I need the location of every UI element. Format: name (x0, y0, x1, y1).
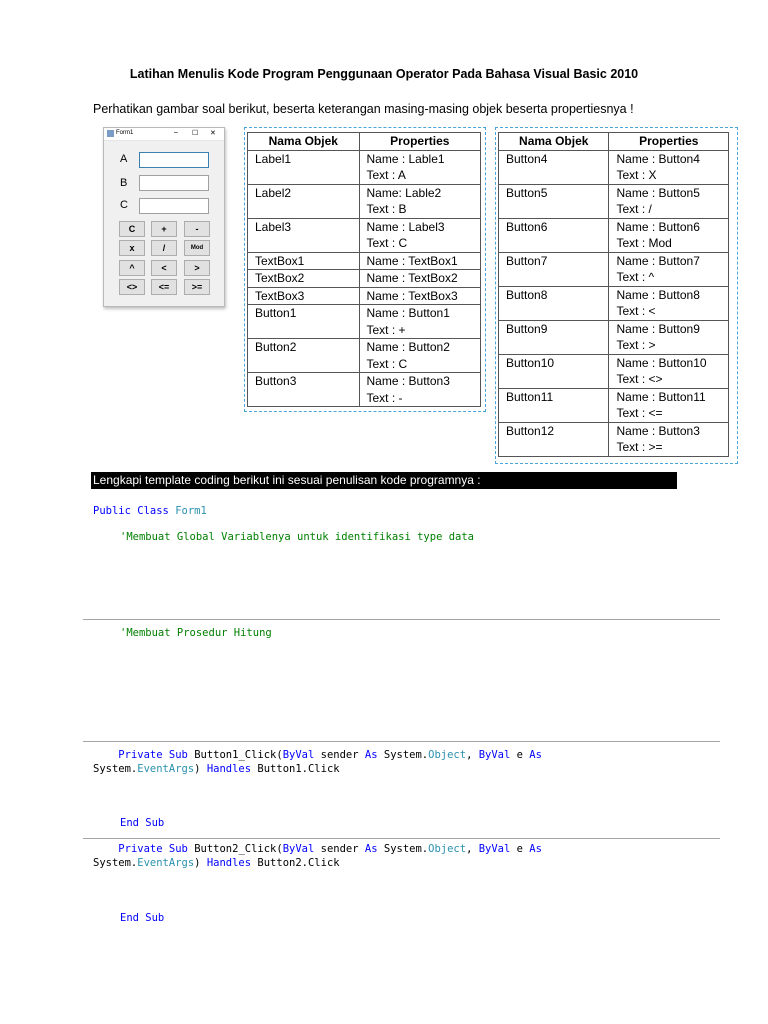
end-sub-button2: End Sub (120, 912, 165, 924)
property-line: Name : Lable1 (366, 151, 445, 166)
table-row (248, 339, 481, 373)
keyword: ByVal (282, 843, 315, 855)
minimize-icon: – (174, 129, 178, 136)
properties-cell (359, 287, 481, 305)
object-name-cell: Button6 (499, 218, 609, 252)
table-header-row (248, 133, 481, 151)
properties-cell (609, 286, 729, 320)
keyword: As (529, 749, 542, 761)
property-line: Name : TextBox3 (366, 288, 458, 303)
properties-cell (609, 150, 729, 184)
property-line: Text : >= (616, 440, 663, 454)
property-line: Name : Button10 (616, 355, 707, 370)
properties-cell (609, 422, 729, 456)
property-line: Name : Button3 (616, 423, 700, 438)
property-line: Text : <= (616, 406, 663, 420)
instruction-banner: Lengkapi template coding berikut ini sesuai penulisan kode programnya : (91, 472, 677, 489)
comment-procedure: 'Membuat Prosedur Hitung (120, 627, 272, 639)
properties-cell (359, 184, 481, 218)
properties-cell (359, 339, 481, 373)
properties-cell (359, 373, 481, 407)
form-label-b: B (120, 177, 128, 189)
divider (83, 741, 720, 742)
table-row (248, 150, 481, 184)
punct: , (466, 749, 479, 761)
form-btn-ne: <> (119, 279, 145, 295)
form-textbox-1 (139, 152, 209, 168)
table-row (499, 286, 729, 320)
object-name-cell: TextBox2 (248, 270, 360, 288)
table-row (499, 218, 729, 252)
property-line: Name : Button6 (616, 219, 700, 234)
property-line: Name : Button8 (616, 287, 700, 302)
table-row (248, 373, 481, 407)
property-line: Text : X (616, 168, 657, 182)
property-line: Name : Label3 (366, 219, 445, 234)
property-line: Name : Button3 (366, 374, 450, 388)
type: EventArgs (137, 763, 195, 775)
properties-cell (359, 252, 481, 270)
table-row (499, 150, 729, 184)
form-btn-mod: Mod (184, 240, 210, 256)
property-line: Text : C (366, 356, 408, 371)
col-header-props: Properties (609, 133, 729, 151)
form-icon (107, 130, 114, 137)
keyword: Sub (168, 749, 188, 761)
object-name-cell: Button2 (248, 339, 360, 373)
table-row (499, 252, 729, 286)
handler-target: Button2.Click (251, 857, 340, 869)
object-name-cell: Button11 (499, 388, 609, 422)
keyword: Private (118, 749, 163, 761)
table-row (499, 422, 729, 456)
property-line: Name: Lable2 (366, 185, 442, 200)
form-label-c: C (120, 199, 128, 211)
form-titlebar (104, 128, 224, 141)
param: e (510, 749, 530, 761)
keyword: ByVal (478, 749, 511, 761)
property-line: Name : Button7 (616, 253, 700, 268)
object-name-cell: Label2 (248, 184, 360, 218)
object-name-cell: Button1 (248, 305, 360, 339)
keyword: Sub (168, 843, 188, 855)
keyword: ByVal (478, 843, 511, 855)
form-title: Form1 (116, 130, 134, 136)
property-line: Name : Button2 (366, 340, 450, 354)
method-name: Button2_Click( (194, 843, 283, 855)
form-btn-x: x (119, 240, 145, 256)
keyword: As (364, 843, 378, 855)
properties-cell (359, 270, 481, 288)
left-properties-table (247, 132, 481, 407)
object-name-cell: Button4 (499, 150, 609, 184)
form-btn-lt: < (151, 260, 177, 276)
keyword: Handles (206, 763, 252, 775)
keyword: As (529, 843, 542, 855)
property-line: Text : C (366, 236, 408, 250)
keyword: Private (118, 843, 163, 855)
property-line: Text : - (366, 390, 403, 405)
property-line: Name : Button11 (616, 389, 706, 404)
table-row (248, 305, 481, 339)
punct: ) (194, 857, 207, 869)
property-line: Name : Button1 (366, 306, 450, 320)
type: Object (428, 843, 467, 855)
punct: ) (194, 763, 207, 775)
object-name-cell: TextBox1 (248, 252, 360, 270)
table-row (248, 270, 481, 288)
properties-cell (609, 252, 729, 286)
properties-cell (359, 305, 481, 339)
sub-button1-header (93, 748, 542, 776)
form-btn-ge: >= (184, 279, 210, 295)
keyword: As (364, 749, 378, 761)
property-line: Text : A (366, 168, 406, 182)
param: sender (314, 843, 365, 855)
table-row (248, 184, 481, 218)
class-declaration (93, 504, 207, 518)
form-btn-divide: / (151, 240, 177, 256)
properties-cell (609, 388, 729, 422)
property-line: Name : Button5 (616, 185, 700, 200)
col-header-props: Properties (359, 133, 481, 151)
namespace: System. (93, 857, 138, 869)
punct: , (466, 843, 479, 855)
property-line: Text : > (616, 338, 656, 352)
form-textbox-2 (139, 175, 209, 191)
form-btn-c: C (119, 221, 145, 237)
form-window-preview (103, 127, 225, 307)
form-btn-le: <= (151, 279, 177, 295)
type: Object (428, 749, 467, 761)
object-name-cell: Button7 (499, 252, 609, 286)
object-name-cell: Button10 (499, 354, 609, 388)
properties-cell (359, 150, 481, 184)
maximize-icon: ☐ (192, 130, 199, 137)
table-row (499, 388, 729, 422)
divider (83, 619, 720, 620)
object-name-cell: Label1 (248, 150, 360, 184)
object-name-cell: Button5 (499, 184, 609, 218)
table-row (499, 320, 729, 354)
form-label-a: A (120, 153, 128, 165)
property-line: Text : B (366, 202, 407, 216)
property-line: Name : TextBox1 (366, 253, 458, 268)
type: EventArgs (137, 857, 195, 869)
properties-cell (609, 320, 729, 354)
property-line: Text : ^ (616, 270, 655, 284)
method-name: Button1_Click( (194, 749, 283, 761)
right-properties-table (498, 132, 729, 457)
close-icon: ✕ (210, 130, 216, 137)
table-row (248, 218, 481, 252)
property-line: Text : + (366, 322, 406, 337)
end-sub-button1: End Sub (120, 817, 165, 829)
namespace: System. (93, 763, 138, 775)
table-row (499, 354, 729, 388)
keyword: Public Class (93, 505, 169, 517)
form-btn-plus: + (151, 221, 177, 237)
handler-target: Button1.Click (251, 763, 340, 775)
properties-cell (609, 218, 729, 252)
property-line: Name : TextBox2 (366, 271, 458, 285)
form-btn-gt: > (184, 260, 210, 276)
property-line: Name : Button9 (616, 321, 700, 336)
intro-text: Perhatikan gambar soal berikut, beserta keterangan masing-masing objek beserta propertiesnya ! (93, 102, 634, 116)
form-textbox-3 (139, 198, 209, 214)
table-row (499, 184, 729, 218)
col-header-name: Nama Objek (499, 133, 609, 151)
param: sender (314, 749, 365, 761)
object-name-cell: TextBox3 (248, 287, 360, 305)
form-btn-minus: - (184, 221, 210, 237)
sub-button2-header (93, 842, 542, 870)
col-header-name: Nama Objek (248, 133, 360, 151)
object-name-cell: Button8 (499, 286, 609, 320)
object-name-cell: Button3 (248, 373, 360, 407)
property-line: Name : Button4 (616, 151, 700, 166)
param: e (510, 843, 530, 855)
table-header-row (499, 133, 729, 151)
comment-global-variable: 'Membuat Global Variablenya untuk identifikasi type data (120, 531, 475, 543)
object-name-cell: Button9 (499, 320, 609, 354)
properties-cell (609, 354, 729, 388)
page-title: Latihan Menulis Kode Program Penggunaan Operator Pada Bahasa Visual Basic 2010 (129, 67, 639, 81)
object-name-cell: Button12 (499, 422, 609, 456)
namespace: System. (377, 749, 429, 761)
form-btn-power: ^ (119, 260, 145, 276)
class-name: Form1 (175, 505, 207, 517)
namespace: System. (377, 843, 429, 855)
property-line: Text : / (616, 202, 652, 216)
table-row (248, 287, 481, 305)
keyword: ByVal (282, 749, 315, 761)
divider (83, 838, 720, 839)
table-row (248, 252, 481, 270)
properties-cell (359, 218, 481, 252)
property-line: Text : <> (616, 372, 663, 386)
keyword: Handles (206, 857, 252, 869)
property-line: Text : Mod (616, 236, 672, 250)
object-name-cell: Label3 (248, 218, 360, 252)
property-line: Text : < (616, 304, 656, 318)
properties-cell (609, 184, 729, 218)
